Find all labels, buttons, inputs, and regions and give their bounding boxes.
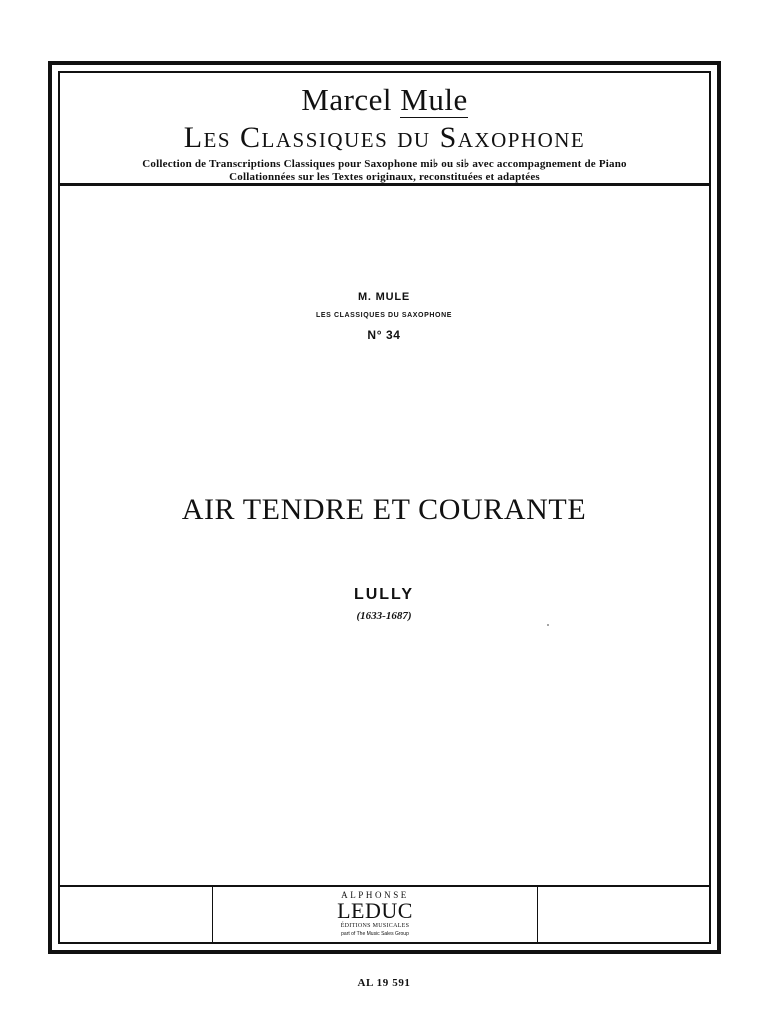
publisher-subtitle: ÉDITIONS MUSICALES [340,923,410,929]
publisher-name: LEDUC [337,898,413,923]
collection-title: Les Classiques du Saxophone [183,121,586,154]
series-author: M. MULE [357,291,411,303]
series-name-first: Marcel [301,82,393,117]
publisher-footer [60,885,709,942]
composer-name: LULLY [353,586,415,603]
cover-header [60,73,709,186]
footer-divider-right [537,887,538,942]
collection-subtitle-line2: Collationnées sur les Textes originaux, reconstituées et adaptées [229,171,540,183]
composer-dates: (1633-1687) [356,610,412,622]
print-speck [547,624,549,626]
series-number: N° 34 [367,328,401,342]
publisher-group: part of The Music Sales Group [341,931,409,937]
footer-divider-left [212,887,213,942]
series-name-last: Mule [400,82,468,117]
series-label: LES CLASSIQUES DU SAXOPHONE [316,312,452,319]
catalog-number: AL 19 591 [357,977,411,989]
publisher-logo [215,887,535,942]
work-title: AIR TENDRE ET COURANTE [181,493,587,526]
series-name [60,83,709,117]
collection-subtitle-line1: Collection de Transcriptions Classiques pour Saxophone mi♭ ou si♭ avec accompagnement de Piano [142,158,627,170]
publisher-first-name: ALPHONSE [341,890,409,900]
